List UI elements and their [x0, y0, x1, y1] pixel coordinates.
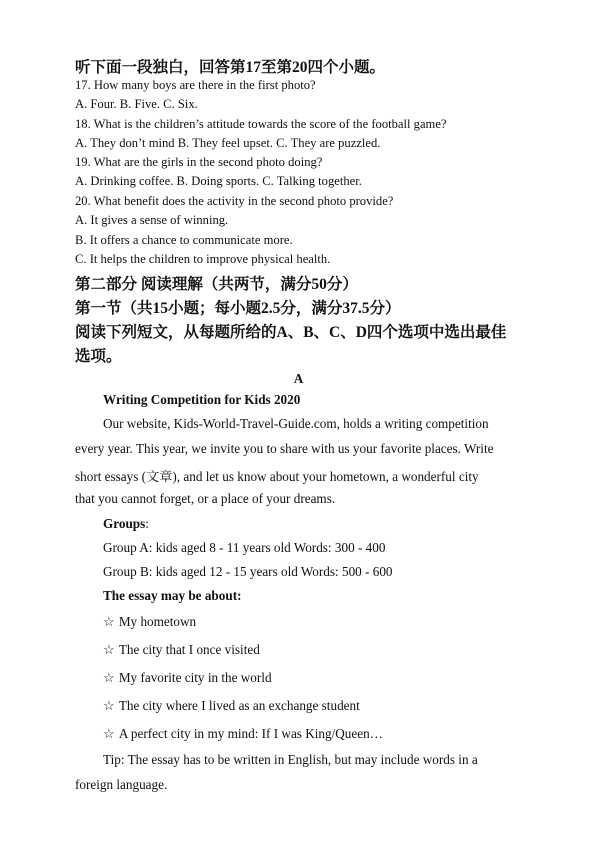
- passage-intro-line-2: every year. This year, we invite you to share with us your favorite places. Write: [75, 441, 494, 456]
- star-icon: ☆: [103, 726, 115, 741]
- reading-instruction-line1: 阅读下列短文，从每题所给的A、B、C、D四个选项中选出最佳: [75, 324, 507, 341]
- reading-section-heading: 第一节（共15小题；每小题2.5分，满分37.5分）: [75, 300, 401, 317]
- reading-instruction-line2: 选项。: [75, 348, 122, 365]
- question-19-options: A. Drinking coffee. B. Doing sports. C. Talking together.: [75, 174, 362, 188]
- star-icon: ☆: [103, 614, 115, 629]
- group-a: Group A: kids aged 8 - 11 years old Words: 300 - 400: [103, 540, 386, 555]
- passage-intro-line-1: Our website, Kids-World-Travel-Guide.com, holds a writing competition: [103, 416, 489, 431]
- question-18-options: A. They don’t mind B. They feel upset. C. They are puzzled.: [75, 136, 381, 150]
- star-icon: ☆: [103, 642, 115, 657]
- groups-heading: [103, 516, 149, 532]
- topic-text: My favorite city in the world: [118, 670, 272, 685]
- star-icon: ☆: [103, 698, 115, 713]
- question-20-option-a: A. It gives a sense of winning.: [75, 213, 229, 227]
- topics-label: The essay may be about:: [103, 588, 242, 603]
- group-b: Group B: kids aged 12 - 15 years old Words: 500 - 600: [103, 564, 393, 579]
- passage-intro-line-4: that you cannot forget, or a place of your dreams.: [75, 491, 336, 506]
- star-icon: ☆: [103, 670, 115, 685]
- question-17-options: A. Four. B. Five. C. Six.: [75, 97, 198, 111]
- tip-line-2: foreign language.: [75, 777, 168, 792]
- topic-item: [103, 670, 272, 686]
- tip-line-1: Tip: The essay has to be written in English, but may include words in a: [103, 752, 478, 767]
- topic-item: [103, 698, 360, 714]
- question-17-stem: 17. How many boys are there in the first photo?: [75, 78, 316, 92]
- topic-text: The city where I lived as an exchange student: [118, 698, 360, 713]
- passage-title: Writing Competition for Kids 2020: [103, 392, 301, 407]
- topic-text: My hometown: [118, 614, 197, 629]
- listening-heading: 听下面一段独白，回答第17至第20四个小题。: [75, 59, 386, 76]
- question-20-option-c: C. It helps the children to improve physical health.: [75, 252, 331, 266]
- topic-item: [103, 726, 383, 742]
- topic-text: A perfect city in my mind: If I was King/Queen…: [118, 726, 383, 741]
- question-20-stem: 20. What benefit does the activity in the second photo provide?: [75, 194, 394, 208]
- groups-colon: :: [145, 516, 149, 531]
- topic-text: The city that I once visited: [118, 642, 260, 657]
- question-20-option-b: B. It offers a chance to communicate more.: [75, 233, 293, 247]
- topic-item: [103, 614, 196, 630]
- reading-part-heading: 第二部分 阅读理解（共两节，满分50分）: [75, 276, 358, 293]
- passage-intro-line-3: short essays (文章), and let us know about your hometown, a wonderful city: [75, 469, 479, 484]
- groups-label: Groups: [103, 516, 146, 531]
- question-18-stem: 18. What is the children’s attitude towards the score of the football game?: [75, 117, 447, 131]
- topic-item: [103, 642, 260, 658]
- question-19-stem: 19. What are the girls in the second photo doing?: [75, 155, 323, 169]
- passage-letter: A: [293, 371, 304, 386]
